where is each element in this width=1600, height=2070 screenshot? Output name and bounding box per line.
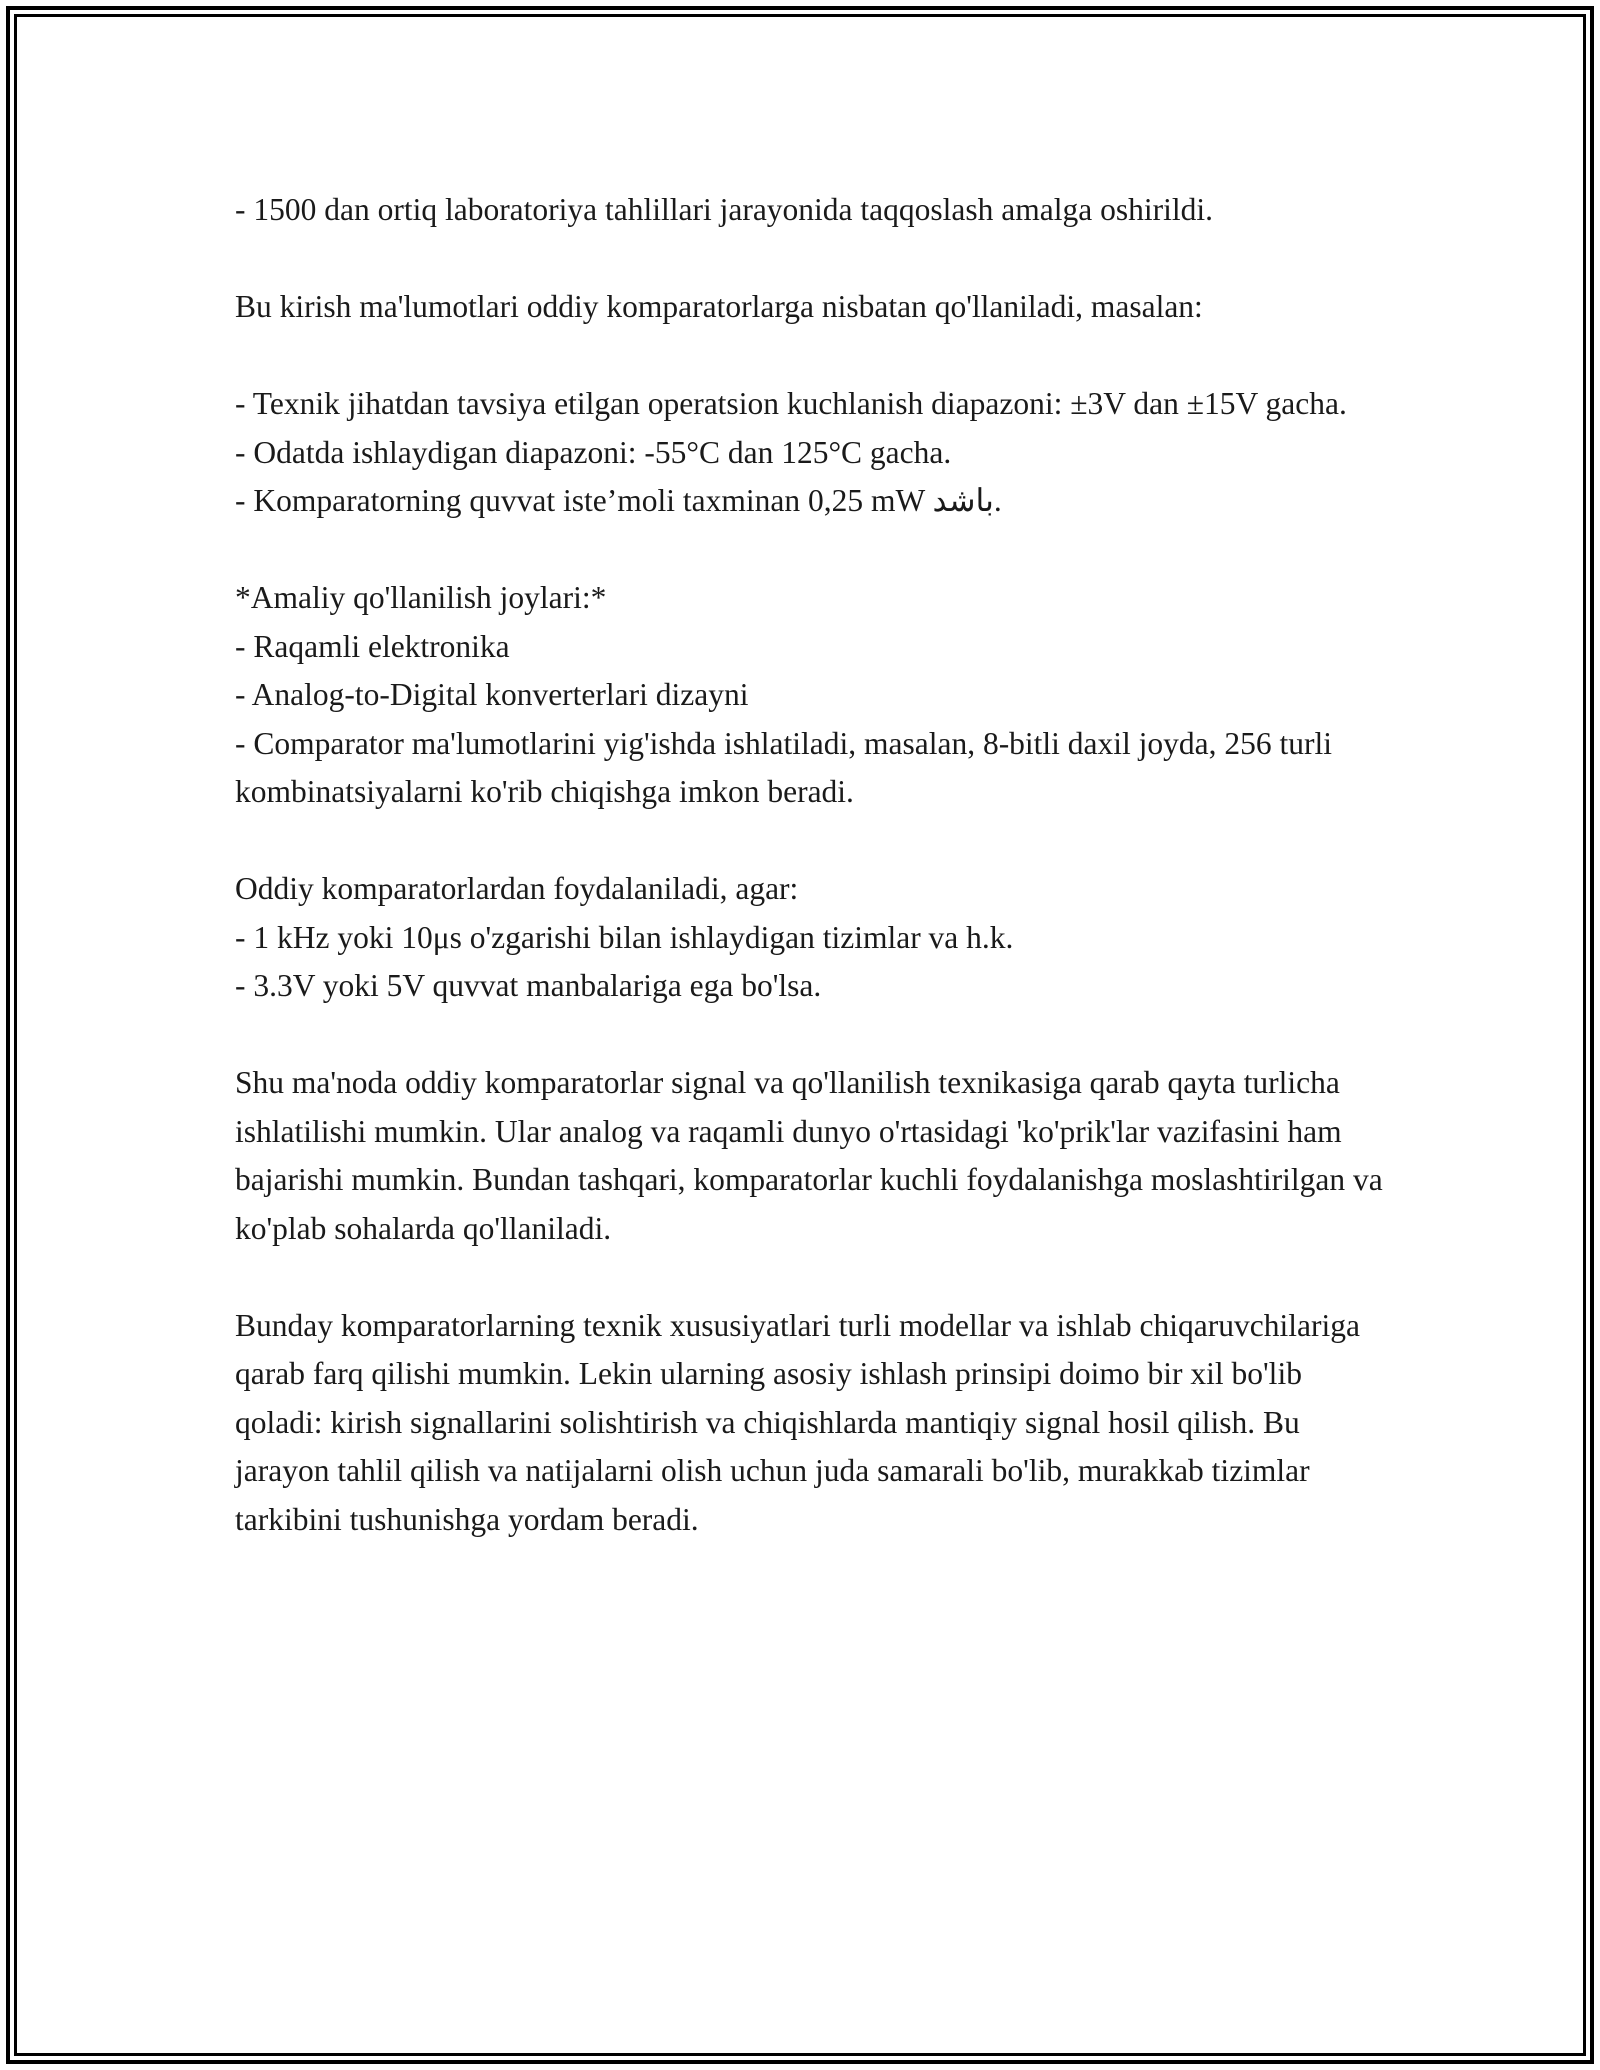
- list-item-voltage-range: - Texnik jihatdan tavsiya etilgan operatsion kuchlanish diapazoni: ±3V dan ±15V gacha.: [235, 386, 1347, 421]
- document-body: [235, 186, 1385, 1544]
- list-item-power-supply: - 3.3V yoki 5V quvvat manbalariga ega bo'lsa.: [235, 968, 822, 1003]
- paragraph-gap: [235, 817, 1385, 866]
- paragraph-intro-comparators: Bu kirish ma'lumotlari oddiy komparatorlarga nisbatan qo'llaniladi, masalan:: [235, 289, 1203, 324]
- list-item-power-consumption: - Komparatorning quvvat iste’moli taxminan 0,25 mW باشد.: [235, 483, 1002, 518]
- list-item-temperature-range: - Odatda ishlaydigan diapazoni: -55°C dan 125°C gacha.: [235, 434, 952, 470]
- paragraph-usage-conditions: Oddiy komparatorlardan foydalaniladi, agar:: [235, 871, 799, 906]
- paragraph-gap: [235, 332, 1385, 381]
- paragraph-lab-analyses: - 1500 dan ortiq laboratoriya tahlillari jarayonida taqqoslash amalga oshirildi.: [235, 192, 1213, 227]
- paragraph-gap: [235, 1253, 1385, 1302]
- list-item-adc-design: - Analog-to-Digital konverterlari dizayni: [235, 677, 749, 712]
- paragraph-gap: [235, 526, 1385, 575]
- paragraph-gap: [235, 1011, 1385, 1060]
- section-heading-applications: *Amaliy qo'llanilish joylari:*: [235, 580, 607, 615]
- paragraph-bridge-role: Shu ma'noda oddiy komparatorlar signal va qo'llanilish texnikasiga qarab qayta turlicha ishlatilishi mumkin. Ular analog va raqamli dunyo o'rtasidagi 'ko'prik'lar vazifasini ham bajarishi mumkin. Bundan tashqari, komparatorlar kuchli foydalanishga moslashtirilgan va ko'plab sohalarda qo'llaniladi.: [235, 1065, 1383, 1246]
- list-item-frequency: - 1 kHz yoki 10μs o'zgarishi bilan ishlaydigan tizimlar va h.k.: [235, 919, 1014, 955]
- list-item-data-collection: - Comparator ma'lumotlarini yig'ishda ishlatiladi, masalan, 8-bitli daxil joyda, 256 turli kombinatsiyalarni ko'rib chiqishga imkon beradi.: [235, 725, 1333, 809]
- paragraph-technical-characteristics: Bunday komparatorlarning texnik xususiyatlari turli modellar va ishlab chiqaruvchilariga qarab farq qilishi mumkin. Lekin ularning asosiy ishlash prinsipi doimo bir xil bo'lib qoladi: kirish signallarini solishtirish va chiqishlarda mantiqiy signal hosil qilish. Bu jarayon tahlil qilish va natijalarni olish uchun juda samarali bo'lib, murakkab tizimlar tarkibini tushunishga yordam beradi.: [235, 1307, 1360, 1537]
- list-item-digital-electronics: - Raqamli elektronika: [235, 628, 510, 664]
- paragraph-gap: [235, 235, 1385, 284]
